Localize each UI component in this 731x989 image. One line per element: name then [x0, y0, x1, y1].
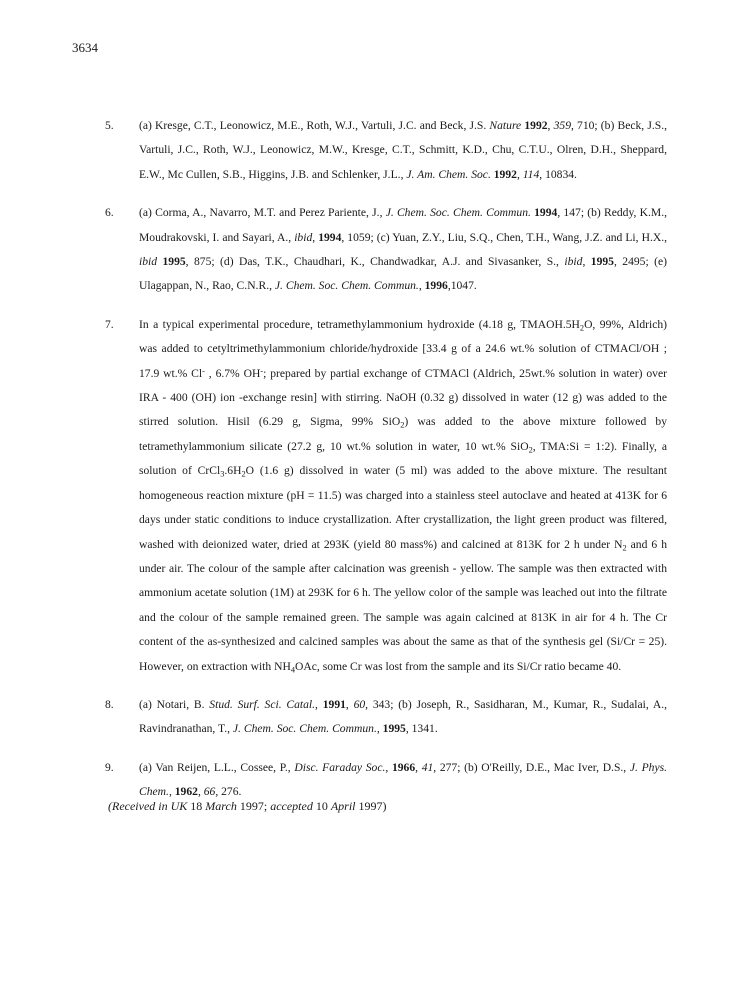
reference-number: 6.: [105, 206, 114, 220]
reference-number: 8.: [105, 697, 114, 711]
reference-text: (a) Corma, A., Navarro, M.T. and Perez Pariente, J., J. Chem. Soc. Chem. Commun. 1994, 147; (b) Reddy, K.M., Moudrakovski, I. and Sayari, A., ibid, 1994, 1059; (c) Yuan, Z.Y., Liu, S.Q., Chen, T.H., Wang, J.Z. and Li, H.X., ibid 1995, 875; (d) Das, T.K., Chaudhari, K., Chandwadkar, A.J. and Sivasanker, S., ibid, 1995, 2495; (e) Ulagappan, N., Rao, C.N.R., J. Chem. Soc. Chem. Commun., 1996,1047.: [139, 206, 668, 293]
reference-item: [105, 693, 667, 742]
reference-number: 7.: [105, 317, 114, 331]
reference-number: 9.: [105, 760, 114, 774]
reference-list: [105, 114, 667, 819]
reference-text: In a typical experimental procedure, tetramethylammonium hydroxide (4.18 g, $TMAOH.5H_2O$, 99%, Aldrich) was added to cetyltrimethylammonium chloride/hydroxide [33.4 g of a 24.6 wt.% solution of CTMACl/OH ; 17.9 wt.% Cl- , 6.7% OH-; prepared by partial exchange of CTMACl (Aldrich, 25wt.% solution in water) over IRA - 400 (OH) ion -exchange resin] with stirring. NaOH (0.32 g) dissolved in water (12 g) was added to the stirred solution. Hisil (6.29 g, Sigma, 99% SiO$_2$) was added to the above mixture followed by tetramethylammonium silicate (27.2 g, 10 wt.% solution in water, 10 wt.% SiO$_2$, TMA:Si = 1:2). Finally, a solution of $CrCl_3.6H_2O$ (1.6 g) dissolved in water (5 ml) was added to the above mixture. The resultant homogeneous reaction mixture (pH = 11.5) was charged into a stainless steel autoclave and heated at 413K for 6 days under static conditions to induce crystallization. After crystallization, the light green product was filtered, washed with deionized water, dried at 293K (yield 80 mass%) and calcined at 813K for 2 h under $N_2$ and 6 h under air. The colour of the sample after calcination was greenish - yellow. The sample was then extracted with ammonium acetate solution (1M) at 293K for 6 h. The yellow color of the sample was leached out into the filtrate and the colour of the sample remained green. The sample was again calcined at 813K in air for 4 h. The Cr content of the as-synthesized and calcined samples was about the same as that of the synthesis gel (Si/Cr = 25). However, on extraction with $NH_4OAc$, some Cr was lost from the sample and its Si/Cr ratio became 40.: [139, 317, 668, 675]
reference-text: (a) Kresge, C.T., Leonowicz, M.E., Roth, W.J., Vartuli, J.C. and Beck, J.S. Nature 1992, 359, 710; (b) Beck, J.S., Vartuli, J.C., Roth, W.J., Leonowicz, M.W., Kresge, C.T., Schmitt, K.D., Chu, C.T.U., Olren, D.H., Sheppard, E.W., Mc Cullen, S.B., Higgins, J.B. and Schlenker, J.L., J. Am. Chem. Soc. 1992, 114, 10834.: [139, 119, 668, 181]
reference-item: [105, 114, 667, 187]
reference-item: [105, 756, 667, 805]
received-accepted-dates: (Received in UK 18 March 1997; accepted 10 April 1997): [108, 799, 387, 813]
reference-number: 5.: [105, 119, 114, 132]
page-number: 3634: [72, 40, 98, 55]
reference-text: (a) Van Reijen, L.L., Cossee, P., Disc. Faraday Soc., 1966, 41, 277; (b) O'Reilly, D.E., Mac Iver, D.S., J. Phys. Chem., 1962, 66, 276.: [139, 760, 668, 799]
reference-text: (a) Notari, B. Stud. Surf. Sci. Catal., 1991, 60, 343; (b) Joseph, R., Sasidharan, M., Kumar, R., Sudalai, A., Ravindranathan, T., J. Chem. Soc. Chem. Commun., 1995, 1341.: [139, 697, 668, 736]
reference-item: [105, 201, 667, 299]
reference-item: [105, 313, 667, 679]
